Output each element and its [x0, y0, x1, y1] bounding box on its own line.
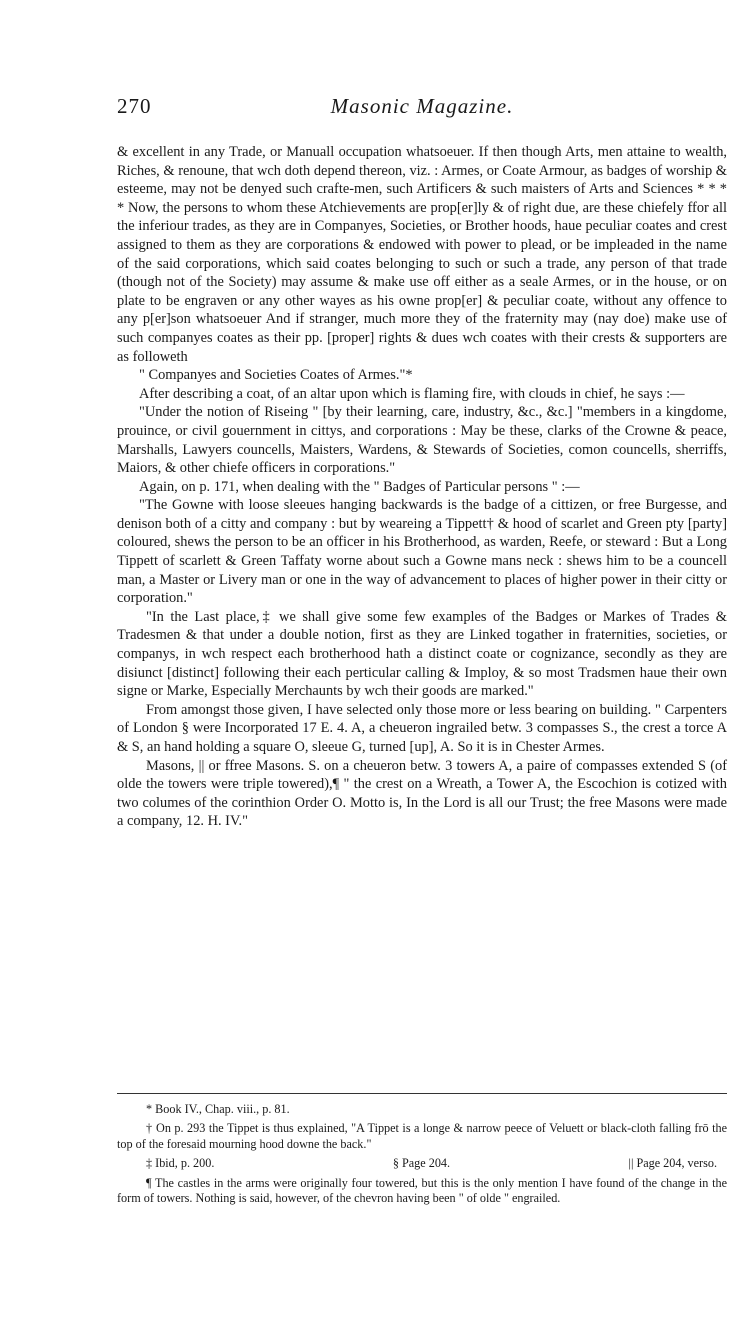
paragraph: From amongst those given, I have selected only those more or less bearing on building. " Carpenters of London § were Incorporated 17 E. 4. A, a cheueron ingrailed betw. 3 compasses S., the crest a torce A & S, an hand holding a square O, sleeue G, turned [up], A. So it is in Chester Armes.: [117, 701, 727, 755]
quotation: "The Gowne with loose sleeues hanging backwards is the badge of a cittizen, or free Burgesse, and denison both of a citty and company : but by weareing a Tippett† & hood of scarlet and Green pty [party] coloured, shews the person to be an officer in his Brotherhood, as warden, Reefe, or steward : But a Long Tippett of scarlett & Green Taffaty worne about such a Gowne mans neck : shews him to be a councell man, a Master or Livery man or one in the way of advancement to places of higher power in their citty or corporation.": [117, 497, 727, 607]
quotation: "Under the notion of Riseing " [by their learning, care, industry, &c., &c.] "members in a kingdome, prouince, or civil gouernment in cittys, and corporations : May be these, clarks of the Crowne & peace, Marshalls, Lawyers councells, Maisters, Wardens, & Stewards of Societies, comon councells, sherriffs, Maiors, & other chiefe officers in corporations.": [117, 404, 727, 477]
footnote-rule: [117, 1093, 727, 1094]
paragraph: " Companyes and Societies Coates of Armes."*: [139, 367, 413, 384]
footnote: || Page 204, verso.: [628, 1156, 717, 1171]
paragraph: Again, on p. 171, when dealing with the " Badges of Particular persons " :—: [139, 478, 580, 495]
footnote-row: [117, 1156, 727, 1171]
page-header: [117, 94, 727, 124]
footnotes: [117, 1102, 727, 1210]
footnote: † On p. 293 the Tippet is thus explained, "A Tippet is a longe & narrow peece of Veluett or black-cloth falling frō the top of the foresaid mourning hood downe the back.": [117, 1121, 727, 1151]
paragraph: After describing a coat, of an altar upon which is flaming fire, with clouds in chief, he says :—: [139, 385, 685, 402]
footnote: ‡ Ibid, p. 200.: [146, 1156, 215, 1171]
paragraph: Masons, || or ffree Masons. S. on a cheueron betw. 3 towers A, a paire of compasses extended S (of olde the towers were triple towered),¶ " the crest on a Wreath, a Tower A, the Escochion is cotized with two columes of the corinthion Order O. Motto is, In the Lord is all our Trust; the free Masons were made a company, 12. H. IV.": [117, 757, 727, 830]
footnote: ¶ The castles in the arms were originally four towered, but this is the only mention I have found of the change in the form of towers. Nothing is said, however, of the chevron having been " of olde " engrailed.: [117, 1175, 727, 1206]
body-text: [117, 143, 727, 831]
footnote: § Page 204.: [392, 1156, 451, 1171]
footnote: * Book IV., Chap. viii., p. 81.: [146, 1102, 290, 1116]
page-number: 270: [117, 94, 152, 118]
paragraph: & excellent in any Trade, or Manuall occupation whatsoeuer. If then though Arts, men attaine to wealth, Riches, & renoune, that wch doth depend thereon, viz. : Armes, or Coate Armour, as badges of worship & esteeme, may not be denyed such crafte-men, such Artificers & such maisters of Arts and Sciences * * * * Now, the persons to whom these Atchievements are prop[er]ly & of right due, are these chiefely ffor all the inferiour trades, as they are in Companyes, Societies, or Brother hoods, haue peculiar coates and crest assigned to them as they are corporations & endowed with power to plead, or be impleaded in the name of the said corporations, which said coates belonging to such or such a trade, any person of that trade (though not of the Society) may assume & make use off either as a seale Armes, or in the house, or on plate to be engraven or any other wayes as his owne prop[er] & peculiar coate, without any offence to any p[er]son whatsoeuer And if stranger, much more they of the fraternity may (nay doe) make use of such companyes coates as their pp. [proper] rights & dues wch coates with their crests & supporters are as followeth: [117, 144, 727, 365]
running-head: Masonic Magazine.: [330, 94, 514, 118]
quotation: "In the Last place,‡ we shall give some few examples of the Badges or Markes of Trades & Tradesmen & that under a double notion, first as they are Linked togather in fraternities, societies, or companys, in wch respect each brotherhood hath a distinct coate or cognizance, secondly as they are disiunct [distinct] following their each perticular calling & Imploy, & so most Tradsmen haue their own signe or Marke, Especially Merchaunts by wch their goods are marked.": [117, 608, 727, 700]
